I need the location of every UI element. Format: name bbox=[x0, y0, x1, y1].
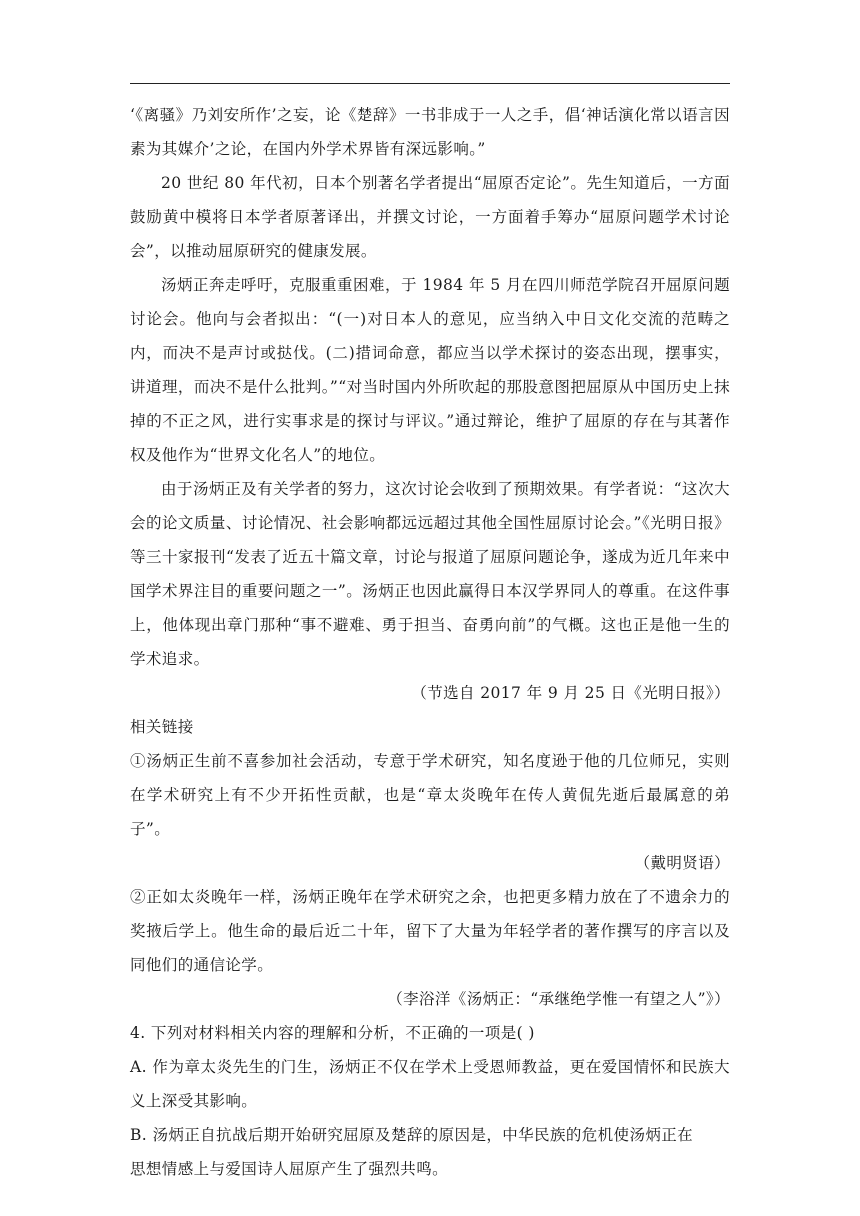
paragraph-conference: 汤炳正奔走呼吁，克服重重困难，于 1984 年 5 月在四川师范学院召开屈原问题讨论会。他向与会者拟出：“(一)对日本人的意见，应当纳入中日文化交流的范畴之内，而决不是声讨或挞伐。(二)措词命意，都应当以学术探讨的姿态出现，摆事实，讲道理，而决不是什么批判。”“对当时国内外所吹起的那股意图把屈原从中国历史上抹掉的不正之风，进行实事求是的探讨与评议。”通过辩论，维护了屈原的存在与其著作权及他作为“世界文化名人”的地位。 bbox=[130, 276, 730, 464]
header-rule bbox=[130, 83, 730, 84]
option-b-line-2: 思想情感上与爱国诗人屈原产生了强烈共鸣。 bbox=[130, 1160, 449, 1178]
option-a: A. 作为章太炎先生的门生，汤炳正不仅在学术上受恩师教益，更在爱国情怀和民族大义上深受其影响。 bbox=[130, 1058, 730, 1110]
related-link-2: ②正如太炎晚年一样，汤炳正晚年在学术研究之余，也把更多精力放在了不遗余力的奖掖后学上。他生命的最后近二十年，留下了大量为年轻学者的著作撰写的序言以及同他们的通信论学。 bbox=[130, 888, 730, 974]
question-stem: 4. 下列对材料相关内容的理解和分析，不正确的一项是( ) bbox=[130, 1024, 535, 1042]
related-links-heading: 相关链接 bbox=[130, 718, 194, 736]
article-source: （节选自 2017 年 9 月 25 日《光明日报》） bbox=[411, 684, 730, 702]
paragraph-continuation: ‘《离骚》乃刘安所作’之妄，论《楚辞》一书非成于一人之手，倡‘神话演化常以语言因素为其媒介’之论，在国内外学术界皆有深远影响。” bbox=[130, 106, 730, 158]
related-link-1-source: （戴明贤语） bbox=[634, 854, 730, 872]
option-b-line-1: B. 汤炳正自抗战后期开始研究屈原及楚辞的原因是，中华民族的危机使汤炳正在 bbox=[130, 1126, 694, 1144]
paragraph-denial-theory: 20 世纪 80 年代初，日本个别著名学者提出“屈原否定论”。先生知道后，一方面鼓励黄中模将日本学者原著译出，并撰文讨论，一方面着手筹办“屈原问题学术讨论会”，以推动屈原研究的健康发展。 bbox=[130, 174, 730, 260]
paragraph-outcome: 由于汤炳正及有关学者的努力，这次讨论会收到了预期效果。有学者说：“这次大会的论文质量、讨论情况、社会影响都远远超过其他全国性屈原讨论会。”《光明日报》等三十家报刊“发表了近五十篇文章，讨论与报道了屈原问题论争，遂成为近几年来中国学术界注目的重要问题之一”。汤炳正也因此赢得日本汉学界同人的尊重。在这件事上，他体现出章门那种“事不避难、勇于担当、奋勇向前”的气概。这也正是他一生的学术追求。 bbox=[130, 480, 730, 668]
related-link-1: ①汤炳正生前不喜参加社会活动，专意于学术研究，知名度逊于他的几位师兄，实则在学术研究上有不少开拓性贡献，也是“章太炎晚年在传人黄侃先逝后最属意的弟子”。 bbox=[130, 752, 730, 838]
related-link-2-source: （李浴洋《汤炳正：“承继绝学惟一有望之人”》） bbox=[387, 990, 730, 1008]
article-body bbox=[130, 98, 730, 1186]
